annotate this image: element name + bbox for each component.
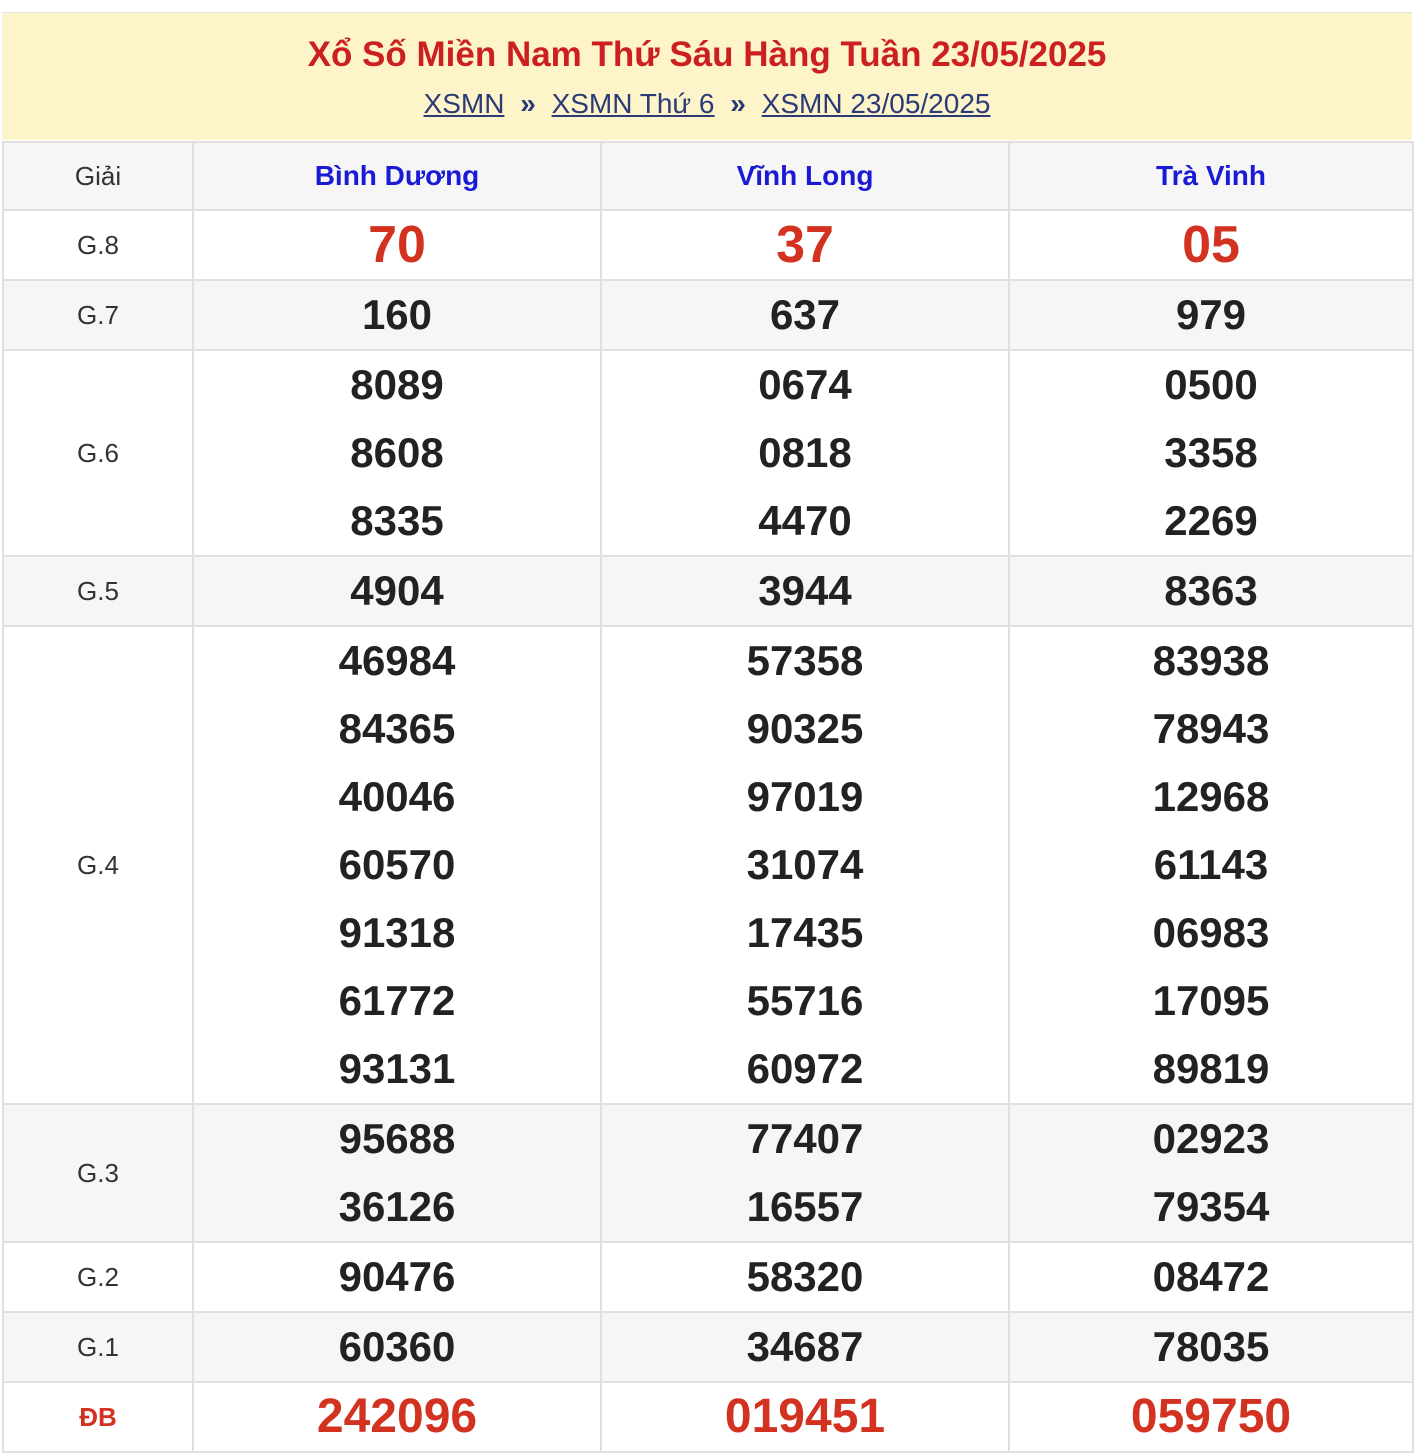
breadcrumb [2,87,1412,121]
result-number: 160 [361,291,433,338]
table-row [3,556,1413,626]
result-number: 8335 [350,497,444,544]
result-number: 02923 [1152,1115,1270,1162]
result-cell [193,1242,601,1312]
result-number: 2269 [1164,497,1258,544]
result-number: 059750 [1130,1390,1292,1443]
result-number: 0674 [758,361,852,408]
table-row [3,1104,1413,1242]
prize-label: G.1 [3,1312,193,1382]
result-number: 90325 [746,705,864,752]
result-number: 637 [769,291,841,338]
breadcrumb-separator: » [520,88,536,119]
prize-label: G.8 [3,210,193,280]
result-number: 91318 [338,909,456,956]
table-row [3,350,1413,556]
result-number: 17095 [1152,977,1270,1024]
result-number: 90476 [338,1253,456,1300]
result-number: 0500 [1164,361,1258,408]
result-cell [1009,1104,1413,1242]
result-number: 34687 [746,1323,864,1370]
result-cell [1009,626,1413,1104]
result-number: 97019 [746,773,864,820]
result-number: 05 [1182,216,1240,274]
result-number: 979 [1175,291,1247,338]
result-cell [601,1242,1009,1312]
result-cell [1009,1312,1413,1382]
result-number: 79354 [1152,1183,1270,1230]
result-cell [193,1312,601,1382]
result-number: 019451 [724,1390,886,1443]
result-number: 93131 [338,1045,456,1092]
result-number: 17435 [746,909,864,956]
result-number: 4470 [758,497,852,544]
result-number: 84365 [338,705,456,752]
result-cell [601,1382,1009,1452]
result-cell [1009,556,1413,626]
result-number: 83938 [1152,637,1270,684]
result-number: 57358 [746,637,864,684]
result-number: 3358 [1164,429,1258,476]
page-title: Xổ Số Miền Nam Thứ Sáu Hàng Tuần 23/05/2025 [307,35,1107,74]
result-cell [193,350,601,556]
result-cell [601,210,1009,280]
result-cell [601,1312,1009,1382]
result-number: 58320 [746,1253,864,1300]
result-number: 31074 [746,841,864,888]
result-cell [601,1104,1009,1242]
result-number: 60570 [338,841,456,888]
result-cell [1009,280,1413,350]
result-number: 40046 [338,773,456,820]
result-number: 70 [368,216,426,274]
results-table-body [3,142,1413,1452]
result-cell [1009,350,1413,556]
result-number: 37 [776,216,834,274]
result-cell [1009,210,1413,280]
result-cell [601,350,1009,556]
result-number: 242096 [316,1390,478,1443]
breadcrumb-link-xsmn[interactable]: XSMN [423,88,505,119]
breadcrumb-link-xsmn-thu-6[interactable]: XSMN Thứ 6 [551,88,715,119]
result-cell [601,556,1009,626]
result-number: 12968 [1152,773,1270,820]
result-number: 0818 [758,429,852,476]
breadcrumb-separator: » [730,88,746,119]
table-row [3,1382,1413,1452]
breadcrumb-link-xsmn-date[interactable]: XSMN 23/05/2025 [761,88,991,119]
result-number: 77407 [746,1115,864,1162]
prize-label: G.4 [3,626,193,1104]
result-number: 8608 [350,429,444,476]
province-header-vinh-long[interactable]: Vĩnh Long [601,142,1009,210]
prize-label: G.3 [3,1104,193,1242]
result-number: 4904 [350,567,444,614]
result-number: 06983 [1152,909,1270,956]
result-cell [193,1382,601,1452]
result-number: 61143 [1153,841,1269,888]
result-number: 60360 [338,1323,456,1370]
result-cell [193,626,601,1104]
result-cell [601,626,1009,1104]
result-number: 36126 [338,1183,456,1230]
result-number: 8363 [1164,567,1258,614]
results-table [2,141,1414,1453]
result-cell [193,280,601,350]
prize-label: G.2 [3,1242,193,1312]
result-number: 61772 [338,977,456,1024]
result-cell [193,556,601,626]
table-row [3,280,1413,350]
province-header-tra-vinh[interactable]: Trà Vinh [1009,142,1413,210]
prize-label: G.7 [3,280,193,350]
result-number: 95688 [338,1115,456,1162]
result-cell [1009,1242,1413,1312]
result-cell [193,1104,601,1242]
table-header-row [3,142,1413,210]
result-number: 89819 [1152,1045,1270,1092]
prize-column-header: Giải [3,142,193,210]
table-row [3,1312,1413,1382]
result-cell [1009,1382,1413,1452]
result-number: 16557 [746,1183,864,1230]
result-number: 08472 [1152,1253,1270,1300]
result-number: 8089 [350,361,444,408]
result-cell [193,210,601,280]
result-number: 60972 [746,1045,864,1092]
result-number: 55716 [746,977,864,1024]
table-row [3,626,1413,1104]
prize-label: G.6 [3,350,193,556]
result-number: 46984 [338,637,456,684]
province-header-binh-duong[interactable]: Bình Dương [193,142,601,210]
result-number: 78943 [1152,705,1270,752]
result-cell [601,280,1009,350]
results-header [2,12,1412,140]
table-row [3,1242,1413,1312]
prize-label: G.5 [3,556,193,626]
result-number: 3944 [758,567,852,614]
table-row [3,210,1413,280]
result-number: 78035 [1152,1323,1270,1370]
prize-label: ĐB [3,1382,193,1452]
